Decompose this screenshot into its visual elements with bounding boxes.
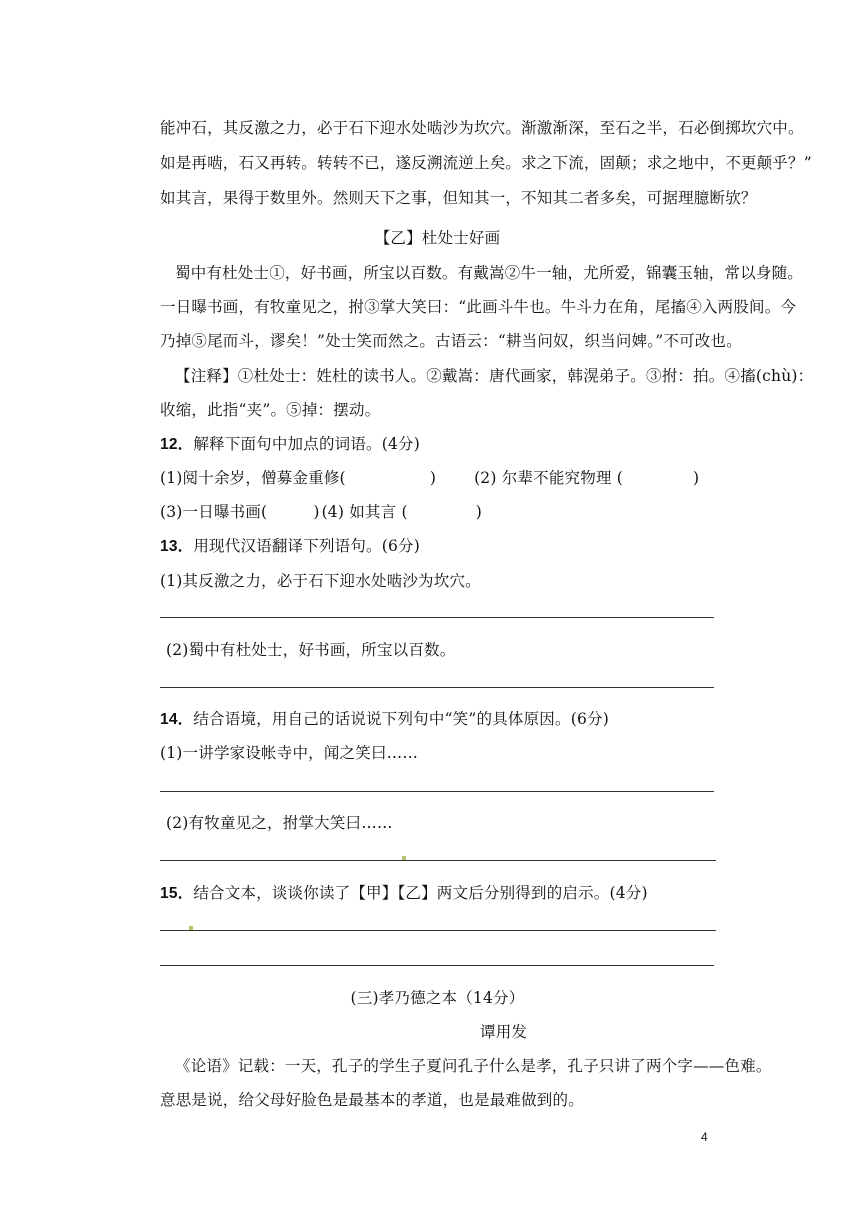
section-3-title: (三)孝乃德之本（14分）: [350, 989, 525, 1007]
question-15: [160, 881, 648, 903]
passage-yi-line-3: 乃掉⑤尾而斗，谬矣！”处士笑而然之。古语云：“耕当问奴，织当问婢。”不可改也。: [160, 332, 742, 350]
section-3-line-1: 《论语》记载：一天，孔子的学生子夏问孔子什么是孝，孔子只讲了两个字——色难。: [175, 1057, 772, 1075]
q14-item-1: (1)一讲学家设帐寺中，闻之笑曰……: [160, 744, 419, 762]
q13-item-2: (2)蜀中有杜处士，好书画，所宝以百数。: [166, 641, 456, 659]
scan-speck: [402, 856, 406, 860]
q12-row-2: (3)一日曝书画( ) (4) 如其言 ( ): [160, 503, 482, 521]
passage-jia-line-1: 能冲石，其反激之力，必于石下迎水处啮沙为坎穴。渐激渐深，至石之半，石必倒掷坎穴中。: [160, 119, 804, 137]
q13-item-1: (1)其反激之力，必于石下迎水处啮沙为坎穴。: [160, 572, 481, 590]
question-number: 14．: [160, 711, 194, 728]
question-text: 结合语境，用自己的话说说下列句中“笑”的具体原因。(6分): [193, 710, 609, 728]
section-3-author: 谭用发: [480, 1023, 528, 1041]
q12-item-2: (2) 尔辈不能究物理 (: [474, 469, 624, 487]
question-number: 13．: [160, 538, 194, 555]
answer-line[interactable]: [160, 687, 714, 688]
q14-item-2: (2)有牧童见之，拊掌大笑曰……: [166, 814, 393, 832]
notes-line-2: 收缩，此指“夹”。⑤掉：摆动。: [160, 401, 381, 419]
question-number: 15．: [160, 885, 194, 902]
question-14: [160, 707, 609, 729]
passage-yi-line-2: 一日曝书画，有牧童见之，拊③掌大笑曰：“此画斗牛也。牛斗力在角，尾搐④入两股间。今: [160, 298, 797, 316]
answer-line[interactable]: [160, 791, 714, 792]
passage-yi-line-1: 蜀中有杜处士①，好书画，所宝以百数。有戴嵩②牛一轴，尤所爱，锦囊玉轴，常以身随。: [175, 264, 804, 282]
question-number: 12．: [160, 436, 194, 453]
question-text: 解释下面句中加点的词语。(4分): [193, 435, 421, 453]
question-text: 用现代汉语翻译下列语句。(6分): [193, 537, 421, 555]
q12-item-1: (1)阅十余岁，僧募金重修(: [160, 469, 346, 487]
question-13: [160, 534, 420, 556]
answer-line[interactable]: [160, 930, 716, 931]
q12-item-3: (3)一日曝书画(: [160, 503, 268, 521]
passage-yi-title: 【乙】杜处士好画: [374, 229, 501, 247]
question-text: 结合文本，谈谈你读了【甲】【乙】两文后分别得到的启示。(4分): [193, 884, 648, 902]
notes-line-1: 【注释】①杜处士：姓杜的读书人。②戴嵩：唐代画家，韩滉弟子。③拊：拍。④搐(chù)：: [175, 367, 814, 385]
q12-item-4: (4) 如其言 (: [321, 503, 408, 521]
section-3-line-2: 意思是说，给父母好脸色是最基本的孝道，也是最难做到的。: [160, 1091, 584, 1109]
question-12: [160, 432, 420, 454]
passage-jia-line-2: 如是再啮，石又再转。转转不已，遂反溯流逆上矣。求之下流，固颠；求之地中，不更颠乎？”: [160, 154, 812, 172]
answer-line[interactable]: [160, 965, 714, 966]
answer-line[interactable]: [160, 617, 714, 618]
answer-line[interactable]: [160, 860, 716, 861]
page-number: 4: [701, 1130, 708, 1144]
passage-jia-line-3: 如其言，果得于数里外。然则天下之事，但知其一，不知其二者多矣，可据理臆断欤？: [160, 189, 757, 207]
q12-row-1: (1)阅十余岁，僧募金重修( ) (2) 尔辈不能究物理 ( ): [160, 469, 700, 487]
scan-speck: [189, 926, 193, 930]
